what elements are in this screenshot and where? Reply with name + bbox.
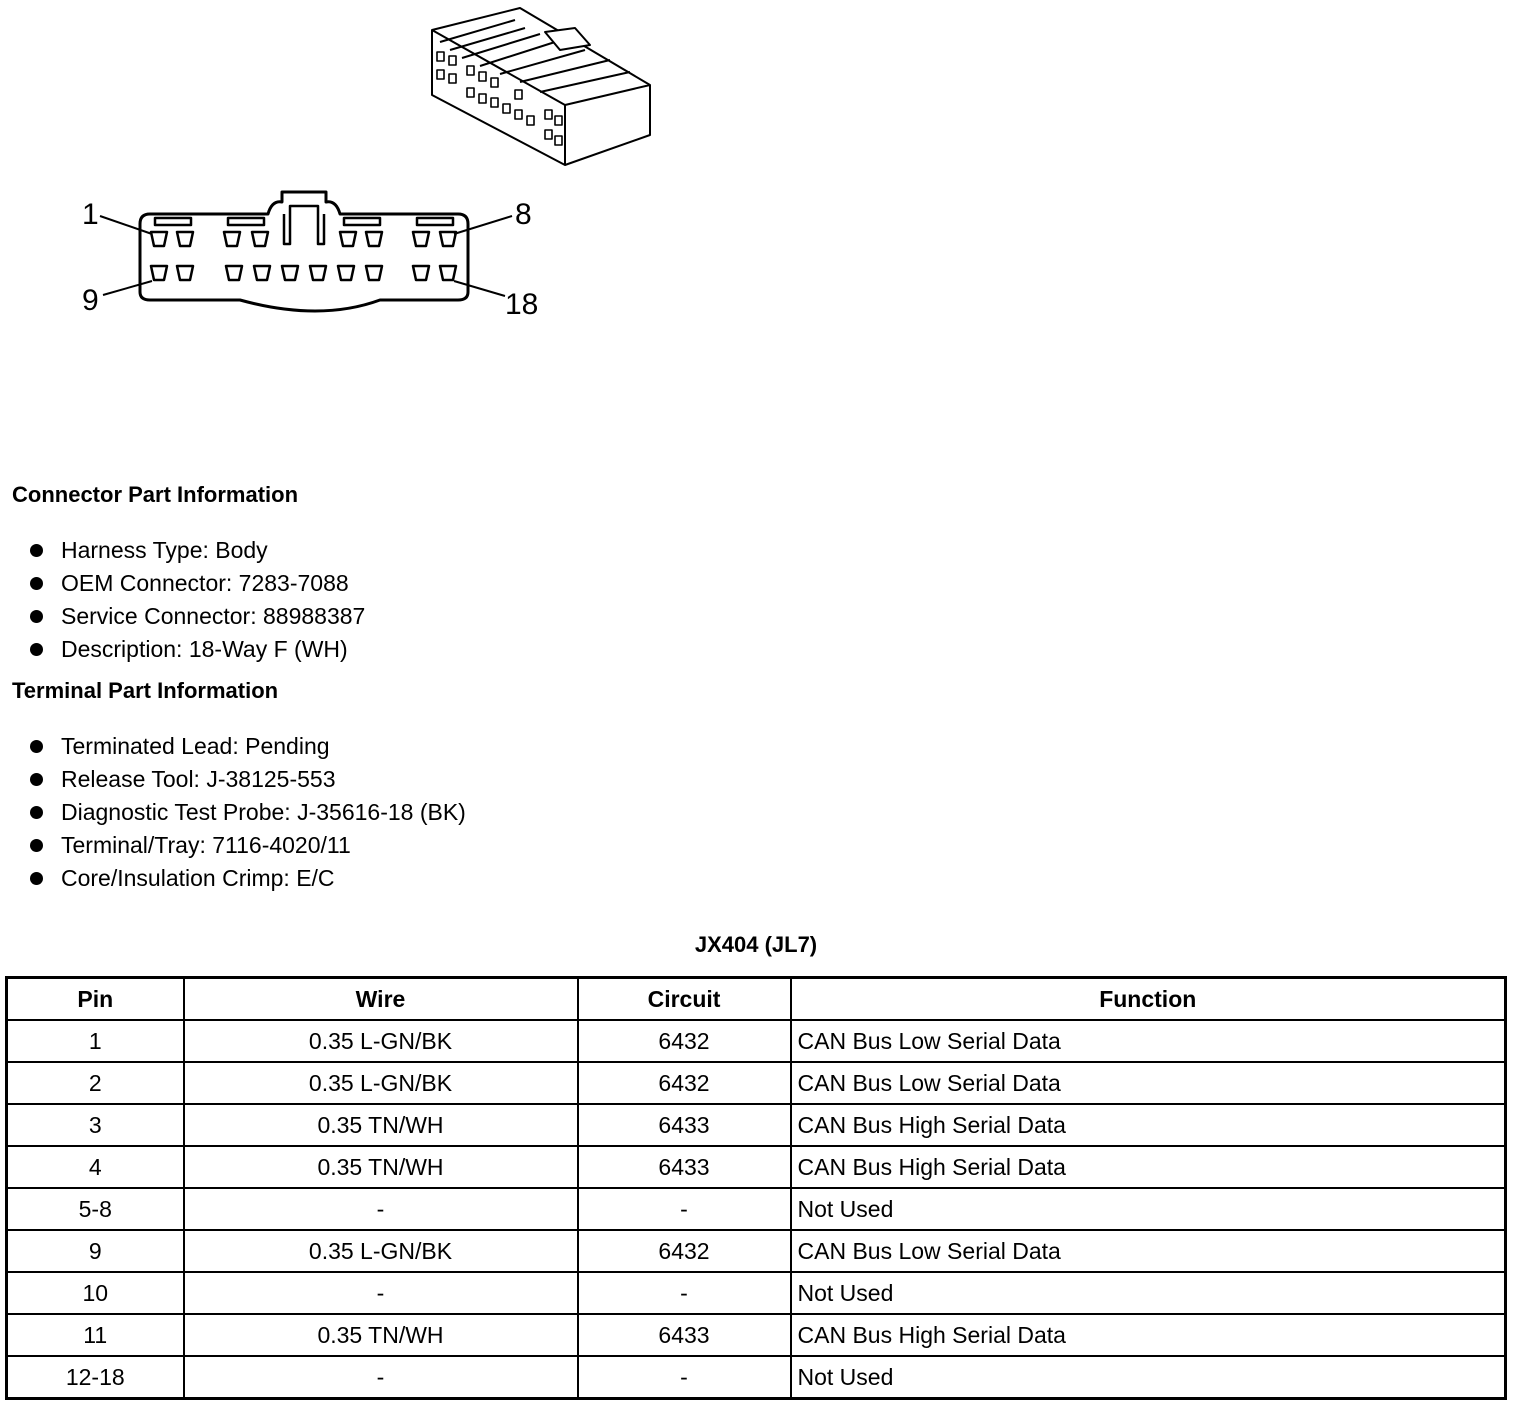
table-row (7, 1272, 1506, 1314)
pin-cell: 12-18 (7, 1356, 184, 1399)
wire-cell: - (184, 1356, 578, 1399)
column-header-circuit: Circuit (578, 978, 791, 1021)
function-cell: CAN Bus High Serial Data (791, 1314, 1506, 1356)
list-item: Diagnostic Test Probe: J-35616-18 (BK) (30, 796, 466, 829)
pin-cell: 10 (7, 1272, 184, 1314)
pin-label-8: 8 (515, 198, 532, 231)
function-cell: CAN Bus High Serial Data (791, 1146, 1506, 1188)
pin-cell: 3 (7, 1104, 184, 1146)
terminal-info-heading: Terminal Part Information (12, 678, 279, 703)
function-cell: Not Used (791, 1188, 1506, 1230)
circuit-cell: 6432 (578, 1062, 791, 1104)
function-cell: CAN Bus Low Serial Data (791, 1230, 1506, 1272)
column-header-pin: Pin (7, 978, 184, 1021)
pin-cell: 9 (7, 1230, 184, 1272)
list-item: Description: 18-Way F (WH) (30, 633, 365, 666)
table-row (7, 1188, 1506, 1230)
function-cell: CAN Bus Low Serial Data (791, 1020, 1506, 1062)
function-cell: Not Used (791, 1356, 1506, 1399)
bullet-icon (30, 872, 43, 885)
wire-cell: - (184, 1272, 578, 1314)
connector-info-heading: Connector Part Information (12, 482, 299, 507)
bullet-icon (30, 544, 43, 557)
pin-cell: 5-8 (7, 1188, 184, 1230)
list-item: Release Tool: J-38125-553 (30, 763, 466, 796)
pin-label-18: 18 (505, 288, 539, 321)
terminal-info-list (30, 730, 466, 895)
table-row (7, 1146, 1506, 1188)
bullet-icon (30, 577, 43, 590)
wire-cell: 0.35 TN/WH (184, 1314, 578, 1356)
list-item: Core/Insulation Crimp: E/C (30, 862, 466, 895)
table-row (7, 1356, 1506, 1399)
wire-cell: - (184, 1188, 578, 1230)
wire-cell: 0.35 L-GN/BK (184, 1230, 578, 1272)
bullet-icon (30, 643, 43, 656)
pin-label-9: 9 (82, 284, 99, 317)
circuit-cell: 6433 (578, 1146, 791, 1188)
connector-info-list (30, 534, 365, 666)
list-item: Harness Type: Body (30, 534, 365, 567)
bullet-icon (30, 773, 43, 786)
table-row (7, 1062, 1506, 1104)
table-row (7, 1230, 1506, 1272)
pin-cell: 1 (7, 1020, 184, 1062)
function-cell: CAN Bus Low Serial Data (791, 1062, 1506, 1104)
table-title: JX404 (JL7) (694, 932, 818, 957)
wire-cell: 0.35 TN/WH (184, 1146, 578, 1188)
pin-label-1: 1 (82, 198, 99, 231)
circuit-cell: - (578, 1188, 791, 1230)
circuit-cell: - (578, 1356, 791, 1399)
connector-isometric-illustration (432, 8, 650, 165)
list-item: OEM Connector: 7283-7088 (30, 567, 365, 600)
pinout-table (5, 976, 1507, 1400)
table-row (7, 1314, 1506, 1356)
pin-cell: 11 (7, 1314, 184, 1356)
bullet-icon (30, 806, 43, 819)
wire-cell: 0.35 TN/WH (184, 1104, 578, 1146)
circuit-cell: 6432 (578, 1020, 791, 1062)
circuit-cell: - (578, 1272, 791, 1314)
connector-diagram (0, 0, 700, 330)
table-row (7, 1020, 1506, 1062)
list-item: Service Connector: 88988387 (30, 600, 365, 633)
table-header-row (7, 978, 1506, 1021)
circuit-cell: 6433 (578, 1314, 791, 1356)
function-cell: CAN Bus High Serial Data (791, 1104, 1506, 1146)
wire-cell: 0.35 L-GN/BK (184, 1020, 578, 1062)
circuit-cell: 6432 (578, 1230, 791, 1272)
bullet-icon (30, 839, 43, 852)
wire-cell: 0.35 L-GN/BK (184, 1062, 578, 1104)
pin-cell: 4 (7, 1146, 184, 1188)
column-header-wire: Wire (184, 978, 578, 1021)
pin-cell: 2 (7, 1062, 184, 1104)
list-item: Terminated Lead: Pending (30, 730, 466, 763)
table-row (7, 1104, 1506, 1146)
connector-face-view (100, 192, 512, 311)
list-item: Terminal/Tray: 7116-4020/11 (30, 829, 466, 862)
bullet-icon (30, 740, 43, 753)
column-header-function: Function (791, 978, 1506, 1021)
circuit-cell: 6433 (578, 1104, 791, 1146)
function-cell: Not Used (791, 1272, 1506, 1314)
bullet-icon (30, 610, 43, 623)
